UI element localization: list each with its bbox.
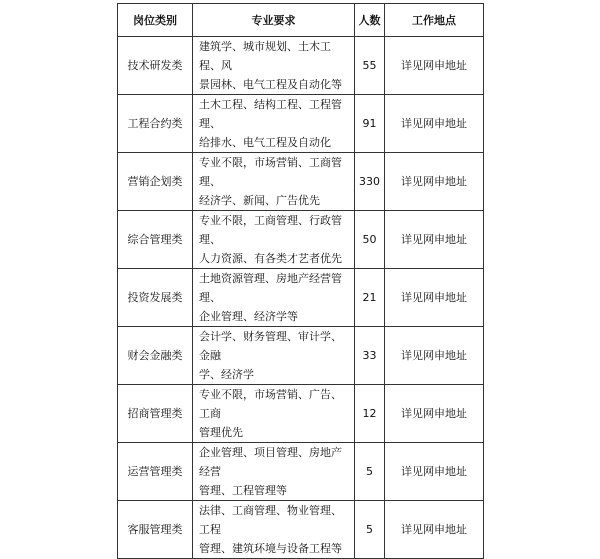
- recruitment-table: [117, 3, 484, 559]
- table-row: [118, 211, 484, 269]
- location-cell: 详见网申地址: [385, 95, 484, 153]
- location-cell: 详见网申地址: [385, 153, 484, 211]
- location-cell: 详见网申地址: [385, 501, 484, 559]
- count-cell: 330: [355, 153, 385, 211]
- location-cell: 详见网申地址: [385, 211, 484, 269]
- major-line: 企业管理、经济学等: [199, 310, 298, 323]
- header-count: 人数: [355, 4, 385, 37]
- category-cell: 投资发展类: [118, 269, 193, 327]
- table-row: [118, 501, 484, 559]
- category-cell: 招商管理类: [118, 385, 193, 443]
- location-cell: 详见网申地址: [385, 385, 484, 443]
- major-line: 建筑学、城市规划、土木工程、风: [199, 40, 331, 72]
- table-row: [118, 385, 484, 443]
- table-row: [118, 153, 484, 211]
- count-cell: 5: [355, 501, 385, 559]
- major-cell: [193, 443, 355, 501]
- major-line: 专业不限，市场营销、广告、工商: [199, 388, 342, 420]
- count-cell: 5: [355, 443, 385, 501]
- header-location: 工作地点: [385, 4, 484, 37]
- table-row: [118, 37, 484, 95]
- major-line: 专业不限，市场营销、工商管理、: [199, 156, 342, 188]
- major-line: 人力资源、有各类才艺者优先: [199, 252, 342, 265]
- major-line: 管理、建筑环境与设备工程等: [199, 542, 342, 555]
- header-category: 岗位类别: [118, 4, 193, 37]
- major-line: 学、经济学: [199, 368, 254, 381]
- major-cell: [193, 153, 355, 211]
- major-line: 企业管理、项目管理、房地产经营: [199, 446, 342, 478]
- major-line: 管理优先: [199, 426, 243, 439]
- major-cell: [193, 211, 355, 269]
- category-cell: 客服管理类: [118, 501, 193, 559]
- location-cell: 详见网申地址: [385, 269, 484, 327]
- count-cell: 33: [355, 327, 385, 385]
- table-row: [118, 95, 484, 153]
- major-cell: [193, 95, 355, 153]
- major-cell: [193, 501, 355, 559]
- count-cell: 50: [355, 211, 385, 269]
- category-cell: 营销企划类: [118, 153, 193, 211]
- header-major: 专业要求: [193, 4, 355, 37]
- category-cell: 工程合约类: [118, 95, 193, 153]
- major-line: 给排水、电气工程及自动化: [199, 136, 331, 149]
- count-cell: 12: [355, 385, 385, 443]
- major-line: 土木工程、结构工程、工程管理、: [199, 98, 342, 130]
- major-line: 管理、工程管理等: [199, 484, 287, 497]
- major-cell: [193, 37, 355, 95]
- major-line: 法律、工商管理、物业管理、工程: [199, 504, 342, 536]
- major-line: 景园林、电气工程及自动化等: [199, 78, 342, 91]
- location-cell: 详见网申地址: [385, 37, 484, 95]
- category-cell: 财会金融类: [118, 327, 193, 385]
- category-cell: 技术研发类: [118, 37, 193, 95]
- table-row: [118, 327, 484, 385]
- location-cell: 详见网申地址: [385, 327, 484, 385]
- location-cell: 详见网申地址: [385, 443, 484, 501]
- major-line: 经济学、新闻、广告优先: [199, 194, 320, 207]
- category-cell: 综合管理类: [118, 211, 193, 269]
- count-cell: 55: [355, 37, 385, 95]
- table-row: [118, 269, 484, 327]
- count-cell: 91: [355, 95, 385, 153]
- major-cell: [193, 385, 355, 443]
- major-line: 专业不限，工商管理、行政管理、: [199, 214, 342, 246]
- recruitment-table-container: [117, 3, 483, 559]
- table-row: [118, 443, 484, 501]
- major-line: 土地资源管理、房地产经营管理、: [199, 272, 342, 304]
- major-cell: [193, 269, 355, 327]
- count-cell: 21: [355, 269, 385, 327]
- major-cell: [193, 327, 355, 385]
- table-header-row: [118, 4, 484, 37]
- category-cell: 运营管理类: [118, 443, 193, 501]
- major-line: 会计学、财务管理、审计学、金融: [199, 330, 342, 362]
